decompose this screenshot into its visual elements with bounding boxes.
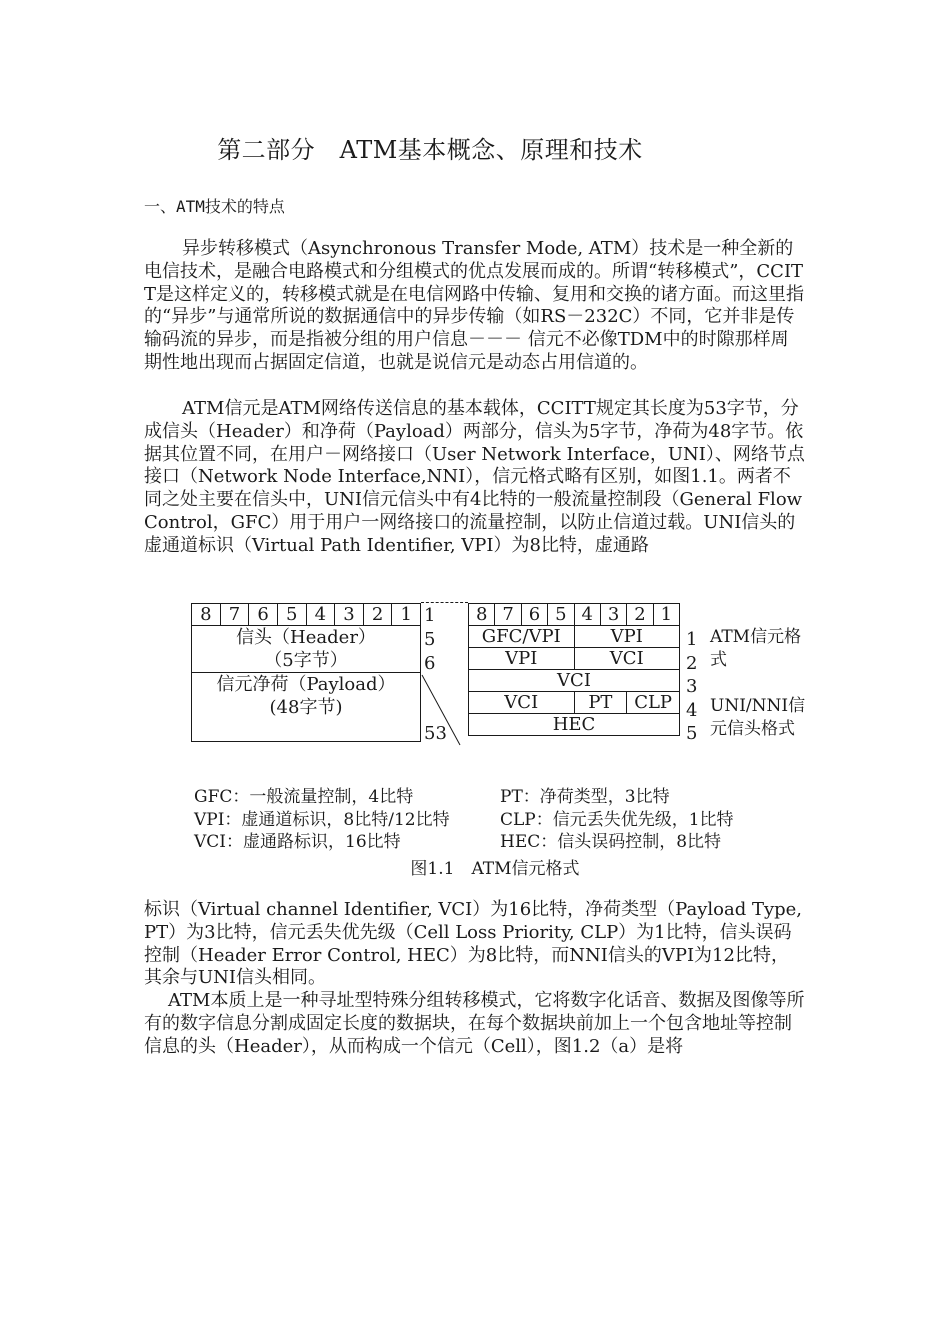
legend-left [194, 786, 450, 854]
header-format-label: UNI/NNI信元信头格式 [710, 696, 806, 739]
byte-number: 5 [424, 629, 436, 650]
byte-number: 1 [424, 605, 436, 626]
bit-label: 7 [495, 604, 521, 626]
bit-label: 6 [521, 604, 547, 626]
bit-row [469, 604, 680, 626]
header-row [469, 714, 680, 736]
paragraph-atm-essence: ATM本质上是一种寻址型特殊分组转移模式，它将数字化话音、数据及图像等所有的数字信息分割成固定长度的数据块，在每个数据块前加上一个包含地址等控制信息的头（Header），从而构成一个信元（Cell），图1.2（a）是将 [144, 990, 805, 1057]
row-number: 3 [686, 676, 698, 697]
field-vci: VCI [574, 648, 680, 670]
header-label: 信头（Header） [236, 627, 376, 648]
page-title: 第二部分 ATM基本概念、原理和技术 [217, 136, 643, 164]
bit-label: 8 [192, 604, 221, 626]
bit-label: 5 [277, 604, 306, 626]
legend-item-vci: VCI：虚通路标识，16比特 [194, 832, 401, 853]
bit-label: 5 [548, 604, 574, 626]
byte-number: 6 [424, 653, 436, 674]
expansion-line [422, 675, 460, 745]
payload-size: (48字节) [269, 697, 343, 718]
row-number: 5 [686, 723, 698, 744]
cell-format-label: ATM信元格式 [710, 627, 802, 670]
field-vci: VCI [469, 692, 575, 714]
bit-label: 3 [335, 604, 364, 626]
field-hec: HEC [469, 714, 680, 736]
bit-label: 6 [249, 604, 278, 626]
header-row [469, 626, 680, 648]
header-row [469, 648, 680, 670]
bit-label: 2 [627, 604, 653, 626]
field-clp: CLP [627, 692, 680, 714]
legend-right [500, 786, 734, 854]
bit-row [192, 604, 421, 626]
bit-label: 7 [220, 604, 249, 626]
row-number: 4 [686, 700, 698, 721]
bit-label: 8 [469, 604, 495, 626]
bit-label: 2 [363, 604, 392, 626]
header-size: （5字节） [264, 650, 348, 671]
row-number: 1 [686, 629, 698, 650]
legend-item-hec: HEC：信头误码控制，8比特 [500, 832, 722, 853]
figure-atm-cell-format [0, 595, 950, 885]
bit-label: 1 [653, 604, 679, 626]
legend-item-vpi: VPI：虚通道标识，8比特/12比特 [194, 809, 450, 830]
legend-item-pt: PT：净荷类型，3比特 [500, 787, 670, 807]
field-vpi: VPI [574, 626, 680, 648]
legend-item-gfc: GFC：一般流量控制，4比特 [194, 787, 414, 807]
bit-label: 1 [392, 604, 421, 626]
field-vpi: VPI [469, 648, 575, 670]
bit-label: 4 [574, 604, 600, 626]
header-cell [192, 626, 421, 673]
header-format-table [468, 603, 680, 736]
cell-format-table [191, 603, 421, 742]
expansion-lines [420, 595, 470, 755]
figure-caption: 图1.1 ATM信元格式 [410, 859, 580, 879]
bit-label: 3 [600, 604, 626, 626]
bit-label: 4 [306, 604, 335, 626]
payload-label: 信元净荷（Payload） [216, 674, 396, 695]
section-heading: 一、ATM技术的特点 [144, 197, 285, 216]
payload-cell [192, 673, 421, 742]
row-number: 2 [686, 653, 698, 674]
field-pt: PT [574, 692, 627, 714]
field-vci: VCI [469, 670, 680, 692]
field-gfc-vpi: GFC/VPI [469, 626, 575, 648]
header-row [469, 692, 680, 714]
paragraph-atm-cell: ATM信元是ATM网络传送信息的基本载体，CCITT规定其长度为53字节，分成信头（Header）和净荷（Payload）两部分，信头为5字节，净荷为48字节。依据其位置不同，在用户－网络接口（User Network Interface，UNI）、网络节点接口（Network Node Interface,NNI），信元格式略有区别，如图1.1。两者不同之处主要在信头中，UNI信元信头中有4比特的一般流量控制段（General Flow Control，GFC）用于用户一网络接口的流量控制，以防止信道过载。UNI信头的虚通道标识（Virtual Path Identifier, VPI）为8比特，虚通路 [144, 398, 805, 556]
paragraph-header-fields: 标识（Virtual channel Identifier, VCI）为16比特，净荷类型（Payload Type, PT）为3比特，信元丢失优先级（Cell Loss Priority, CLP）为1比特，信头误码控制（Header Error Control, HEC）为8比特，而NNI信头的VPI为12比特，其余与UNI信头相同。 [144, 899, 803, 989]
legend-item-clp: CLP：信元丢失优先级，1比特 [500, 809, 734, 830]
header-row [469, 670, 680, 692]
byte-number: 53 [424, 723, 447, 744]
paragraph-async-transfer: 异步转移模式（Asynchronous Transfer Mode, ATM）技术是一种全新的电信技术，是融合电路模式和分组模式的优点发展而成的。所谓“转移模式”，CCITT是这样定义的，转移模式就是在电信网路中传输、复用和交换的诸方面。而这里指的“异步”与通常所说的数据通信中的异步传输（如RS－232C）不同，它并非是传输码流的异步，而是指被分组的用户信息－－－ 信元不必像TDM中的时隙那样周期性地出现而占据固定信道，也就是说信元是动态占用信道的。 [144, 238, 805, 373]
